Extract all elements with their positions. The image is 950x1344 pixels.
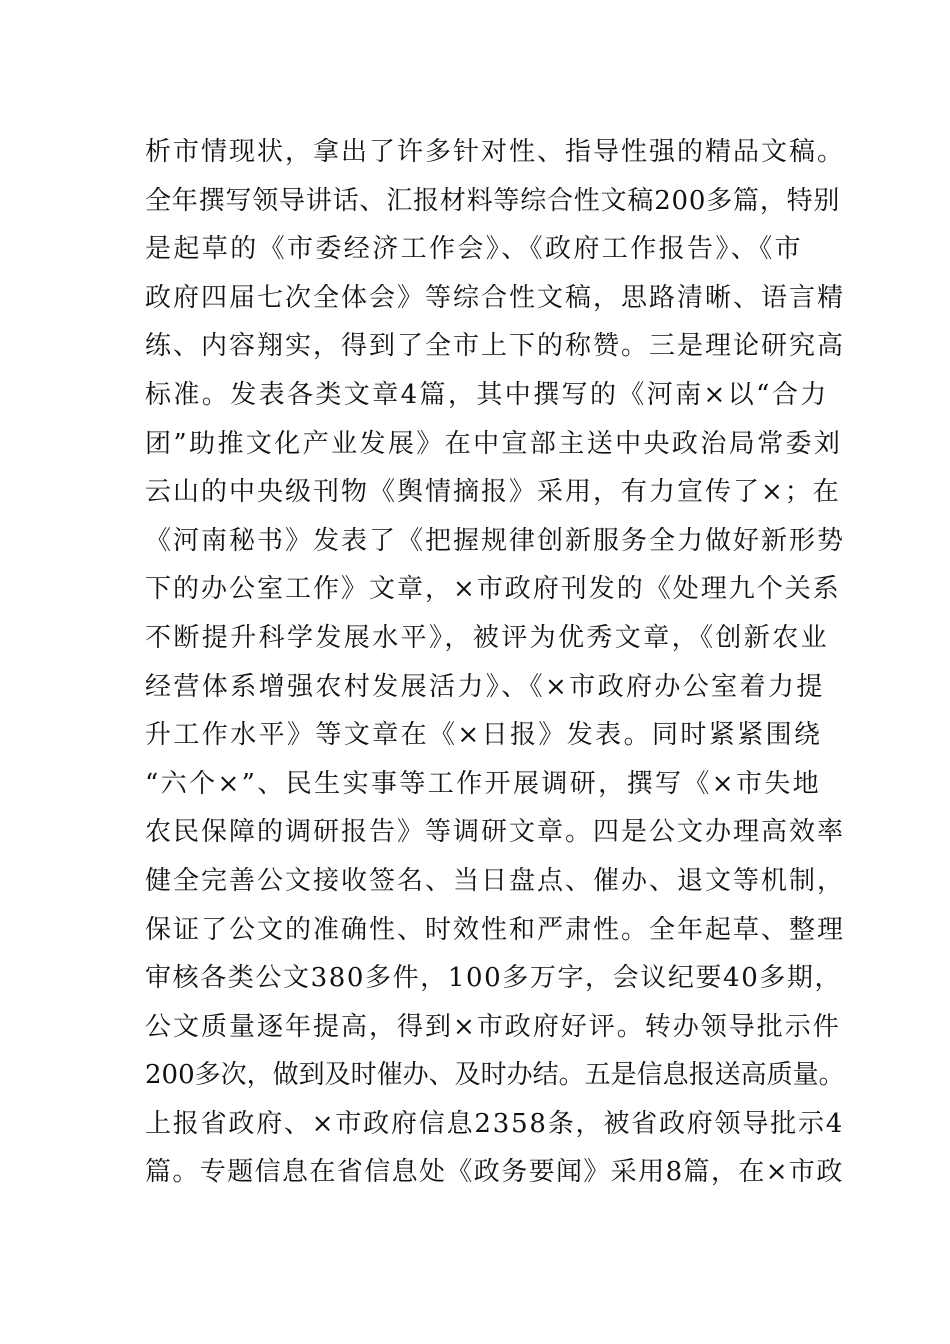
- text-line: “六个×”、民生实事等工作开展调研，撰写《×市失地: [145, 768, 822, 799]
- text-line: 下的办公室工作》文章，×市政府刊发的《处理九个关系: [145, 574, 841, 605]
- text-line: 经营体系增强农村发展活力》、《×市政府办公室着力提: [145, 671, 825, 702]
- text-line: 审核各类公文380多件，100多万字，会议纪要40多期，: [145, 963, 843, 994]
- text-line: 健全完善公文接收签名、当日盘点、催办、退文等机制，: [145, 865, 846, 896]
- text-line: 云山的中央级刊物《舆情摘报》采用，有力宣传了×；在: [145, 477, 841, 508]
- text-line: 团”助推文化产业发展》在中宣部主送中央政治局常委刘: [145, 428, 843, 459]
- body-text: [145, 128, 845, 1197]
- text-line: 上报省政府、×市政府信息2358条，被省政府领导批示4: [145, 1108, 845, 1139]
- text-line: 升工作水平》等文章在《×日报》发表。同时紧紧围绕: [145, 720, 823, 751]
- text-line: 保证了公文的准确性、时效性和严肃性。全年起草、整理: [145, 914, 846, 945]
- text-line: 农民保障的调研报告》等调研文章。四是公文办理高效率: [145, 817, 846, 848]
- text-line: 标准。发表各类文章4篇，其中撰写的《河南×以“合力: [145, 379, 829, 410]
- text-line: 200多次，做到及时催办、及时办结。五是信息报送高质量。: [145, 1060, 845, 1091]
- text-line: 析市情现状，拿出了许多针对性、指导性强的精品文稿。: [145, 137, 846, 167]
- text-line: 《河南秘书》发表了《把握规律创新服务全力做好新形势: [145, 525, 846, 556]
- text-line: 是起草的《市委经济工作会》、《政府工作报告》、《市: [145, 234, 804, 265]
- text-line: 练、内容翔实，得到了全市上下的称赞。三是理论研究高: [145, 331, 846, 362]
- text-line: 公文质量逐年提高，得到×市政府好评。转办领导批示件: [145, 1011, 841, 1042]
- text-line: 篇。专题信息在省信息处《政务要闻》采用8篇，在×市政: [145, 1157, 844, 1188]
- text-line: 不断提升科学发展水平》，被评为优秀文章，《创新农业: [145, 622, 830, 653]
- text-line: 全年撰写领导讲话、汇报材料等综合性文稿200多篇，特别: [145, 185, 841, 216]
- text-line: 政府四届七次全体会》等综合性文稿，思路清晰、语言精: [145, 282, 846, 313]
